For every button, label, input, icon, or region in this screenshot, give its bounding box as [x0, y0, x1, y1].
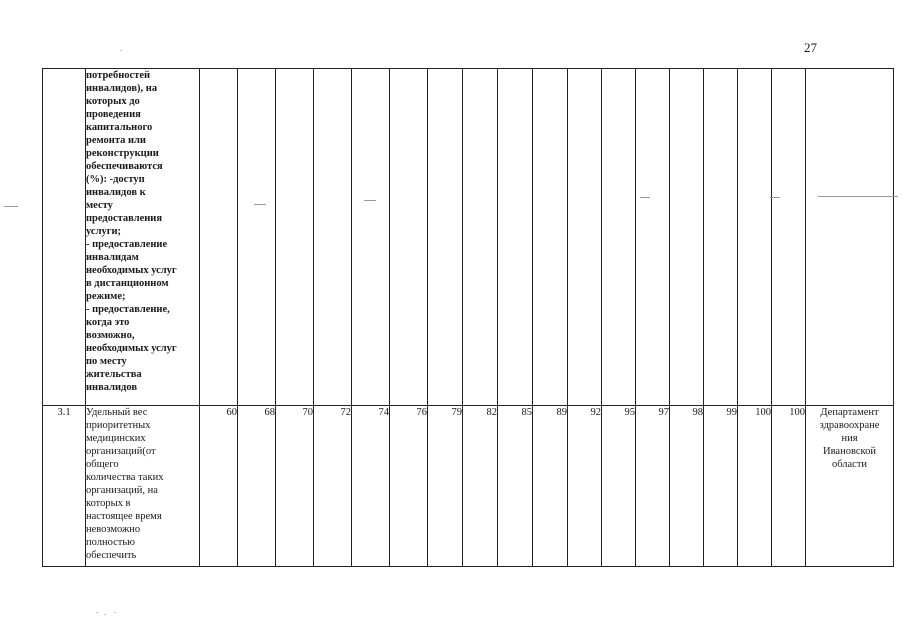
- year-value-cell: 76: [390, 406, 428, 567]
- row-number: [43, 69, 86, 406]
- faint-dash-mark: [254, 204, 266, 205]
- description-line: инвалидов), на: [86, 83, 158, 94]
- year-value-cell: 98: [670, 406, 704, 567]
- year-value-cell: 89: [533, 406, 568, 567]
- year-value-cell: [533, 69, 568, 406]
- description-line: в дистанционном: [86, 278, 169, 289]
- description-line: Удельный вес: [86, 407, 148, 418]
- description-line: необходимых услуг: [86, 343, 177, 354]
- description-line: медицинских: [86, 433, 146, 444]
- year-value-cell: 74: [352, 406, 390, 567]
- description-line: инвалидов: [86, 382, 138, 393]
- description-line: когда это: [86, 317, 130, 328]
- description-line: организаций, на: [86, 485, 158, 496]
- year-value-cell: 70: [276, 406, 314, 567]
- description-line: количества таких: [86, 472, 164, 483]
- description-line: приоритетных: [86, 420, 151, 431]
- table-row: [43, 406, 894, 567]
- description-line: жительства: [86, 369, 142, 380]
- description-line: организаций(от: [86, 446, 156, 457]
- responsible-executor: [806, 406, 894, 567]
- description-line: - предоставление,: [86, 304, 170, 315]
- description-line: капитального: [86, 122, 153, 133]
- year-value-cell: [390, 69, 428, 406]
- description-line: - предоставление: [86, 239, 168, 250]
- year-value-cell: [738, 69, 772, 406]
- left-margin-mark: [4, 206, 18, 207]
- description-line: ремонта или: [86, 135, 146, 146]
- right-margin-mark: [818, 196, 898, 197]
- year-value-cell: 68: [238, 406, 276, 567]
- page-number: 27: [804, 40, 817, 55]
- description-line: (%): -доступ: [86, 174, 145, 185]
- year-value-cell: [568, 69, 602, 406]
- description-line: обеспечиваются: [86, 161, 163, 172]
- year-value-cell: 99: [704, 406, 738, 567]
- year-value-cell: 82: [463, 406, 498, 567]
- faint-dash-mark: [770, 197, 780, 198]
- year-value-cell: [352, 69, 390, 406]
- responsible-line: ния: [841, 433, 858, 444]
- year-value-cell: 100: [772, 406, 806, 567]
- responsible-line: Ивановской: [823, 446, 876, 457]
- description-line: необходимых услуг: [86, 265, 177, 276]
- row-number: 3.1: [43, 406, 86, 567]
- year-value-cell: 95: [602, 406, 636, 567]
- responsible-line: здравоохране: [819, 420, 880, 431]
- year-value-cell: [463, 69, 498, 406]
- year-value-cell: 97: [636, 406, 670, 567]
- description-line: режиме;: [86, 291, 126, 302]
- scan-speck: [120, 50, 122, 51]
- year-value-cell: 72: [314, 406, 352, 567]
- description-line: реконструкции: [86, 148, 159, 159]
- year-value-cell: [238, 69, 276, 406]
- scan-speck: [114, 612, 116, 613]
- description-line: обеспечить: [86, 550, 137, 561]
- table-row: [43, 69, 894, 406]
- description-line: инвалидов к: [86, 187, 146, 198]
- description-line: которых до: [86, 96, 140, 107]
- indicator-description: [86, 69, 200, 406]
- indicator-description: [86, 406, 200, 567]
- description-line: месту: [86, 200, 113, 211]
- description-line: услуги;: [86, 226, 122, 237]
- description-line: потребностей: [86, 70, 151, 81]
- description-line: возможно,: [86, 330, 135, 341]
- indicator-table: [42, 68, 894, 567]
- responsible-executor: [806, 69, 894, 406]
- description-line: полностью: [86, 537, 135, 548]
- year-value-cell: 60: [200, 406, 238, 567]
- year-value-cell: [314, 69, 352, 406]
- year-value-cell: [636, 69, 670, 406]
- year-value-cell: 92: [568, 406, 602, 567]
- description-line: по месту: [86, 356, 127, 367]
- year-value-cell: [428, 69, 463, 406]
- description-line: общего: [86, 459, 119, 470]
- description-line: инвалидам: [86, 252, 139, 263]
- scan-speck: [96, 612, 98, 613]
- description-line: проведения: [86, 109, 141, 120]
- description-line: невозможно: [86, 524, 141, 535]
- year-value-cell: [670, 69, 704, 406]
- faint-dash-mark: [640, 197, 650, 198]
- description-line: предоставления: [86, 213, 163, 224]
- responsible-line: области: [831, 459, 868, 470]
- scan-speck: [104, 614, 106, 615]
- year-value-cell: [704, 69, 738, 406]
- year-value-cell: [772, 69, 806, 406]
- year-value-cell: [200, 69, 238, 406]
- year-value-cell: [498, 69, 533, 406]
- year-value-cell: [276, 69, 314, 406]
- description-line: настоящее время: [86, 511, 162, 522]
- faint-dash-mark: [364, 200, 376, 201]
- description-line: которых в: [86, 498, 131, 509]
- year-value-cell: 85: [498, 406, 533, 567]
- year-value-cell: [602, 69, 636, 406]
- year-value-cell: 79: [428, 406, 463, 567]
- responsible-line: Департамент: [820, 407, 879, 418]
- year-value-cell: 100: [738, 406, 772, 567]
